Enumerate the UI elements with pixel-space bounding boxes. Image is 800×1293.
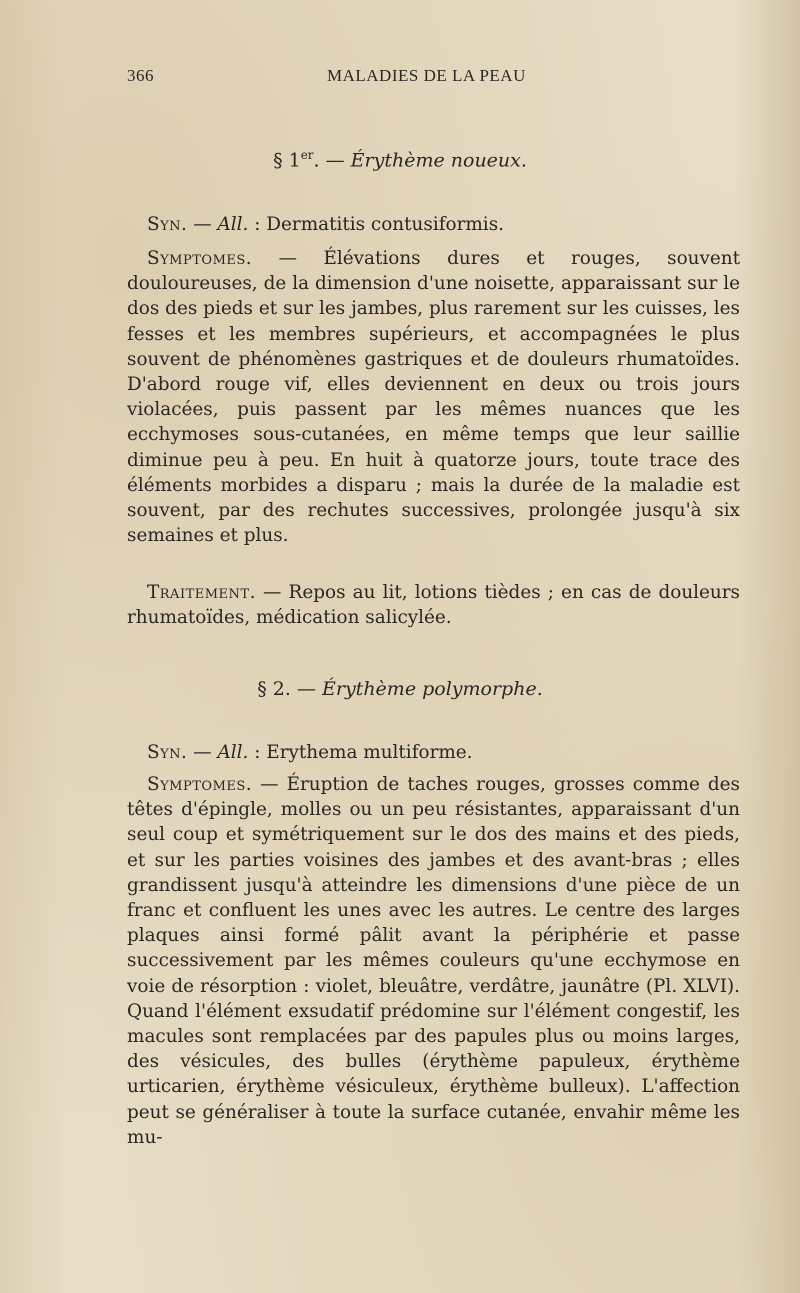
syn-lang: All. [217,742,249,763]
treatment-paragraph-1 [127,580,740,630]
syn-label: Syn. [147,742,188,763]
page-number: 366 [127,66,154,85]
treatment-label: Traitement. [147,582,256,603]
symptoms-text: — Éruption de taches rouges, grosses comme des têtes d'épingle, molles ou un peu résistantes, apparaissant d'un seul coup et symétriquement sur le dos des mains et des pieds, et sur les parties voisines des jambes et des avant-bras ; elles grandissent jusqu'à atteindre les dimensions d'une pièce de un franc et confluent les unes avec les autres. Le centre des larges plaques ainsi formé pâlit avant la périphérie et passe successivement par les mêmes couleurs qu'une ecchymose en voie de résorption : violet, bleuâtre, verdâtre, jaunâtre (Pl. XLVI). Quand l'élément exsudatif prédomine sur l'élément congestif, les macules sont remplacées par des papules plus ou moins larges, des vésicules, des bulles (érythème papuleux, érythème urticarien, érythème vésiculeux, érythème bulleux). L'affection peut se généraliser à toute la surface cutanée, envahir même les mu- [127,774,740,1148]
running-title: MALADIES DE LA PEAU [327,66,526,85]
syn-sep: — [187,214,218,235]
syn-label: Syn. [147,214,188,235]
section-dash: — [290,678,322,700]
section-heading-erytheme-polymorphe [0,678,800,700]
symptoms-label: Symptomes. [147,248,253,269]
treatment-text: — Repos au lit, lotions tièdes ; en cas de douleurs rhumatoïdes, médication salicylée. [127,582,740,629]
symptoms-label: Symptomes. [147,774,253,795]
section-number: § 2. [257,678,291,700]
page-header [127,66,740,90]
section-dash: . — [313,149,351,172]
section-title: Érythème noueux. [350,149,527,172]
syn-sep: — [187,742,218,763]
syn-lang: All. [217,214,249,235]
symptoms-text: — Élévations dures et rouges, souvent douloureuses, de la dimension d'une noisette, apparaissant sur le dos des pieds et sur les jambes, plus rarement sur les cuisses, les fesses et les membres supérieurs, et accompagnées le plus souvent de phénomènes gastriques et de douleurs rhumatoïdes. D'abord rouge vif, elles deviennent en deux ou trois jours violacées, puis passent par les mêmes nuances que les ecchymoses sous-cutanées, en même temps que leur saillie diminue peu à peu. En huit à quatorze jours, toute trace des éléments morbides a disparu ; mais la durée de la maladie est souvent, par des rechutes successives, prolongée jusqu'à six semaines et plus. [127,248,740,547]
section-number-superscript: er [300,148,314,162]
section-number: § 1 [273,149,301,172]
syn-text: : Dermatitis contusiformis. [248,214,504,235]
synonym-paragraph-1 [127,212,740,237]
section-heading-erytheme-noueux [0,148,800,171]
symptoms-paragraph-1 [127,246,740,548]
symptoms-paragraph-2 [127,772,740,1150]
synonym-paragraph-2 [127,740,740,765]
syn-text: : Erythema multiforme. [248,742,473,763]
section-title: Érythème polymorphe. [322,678,543,700]
